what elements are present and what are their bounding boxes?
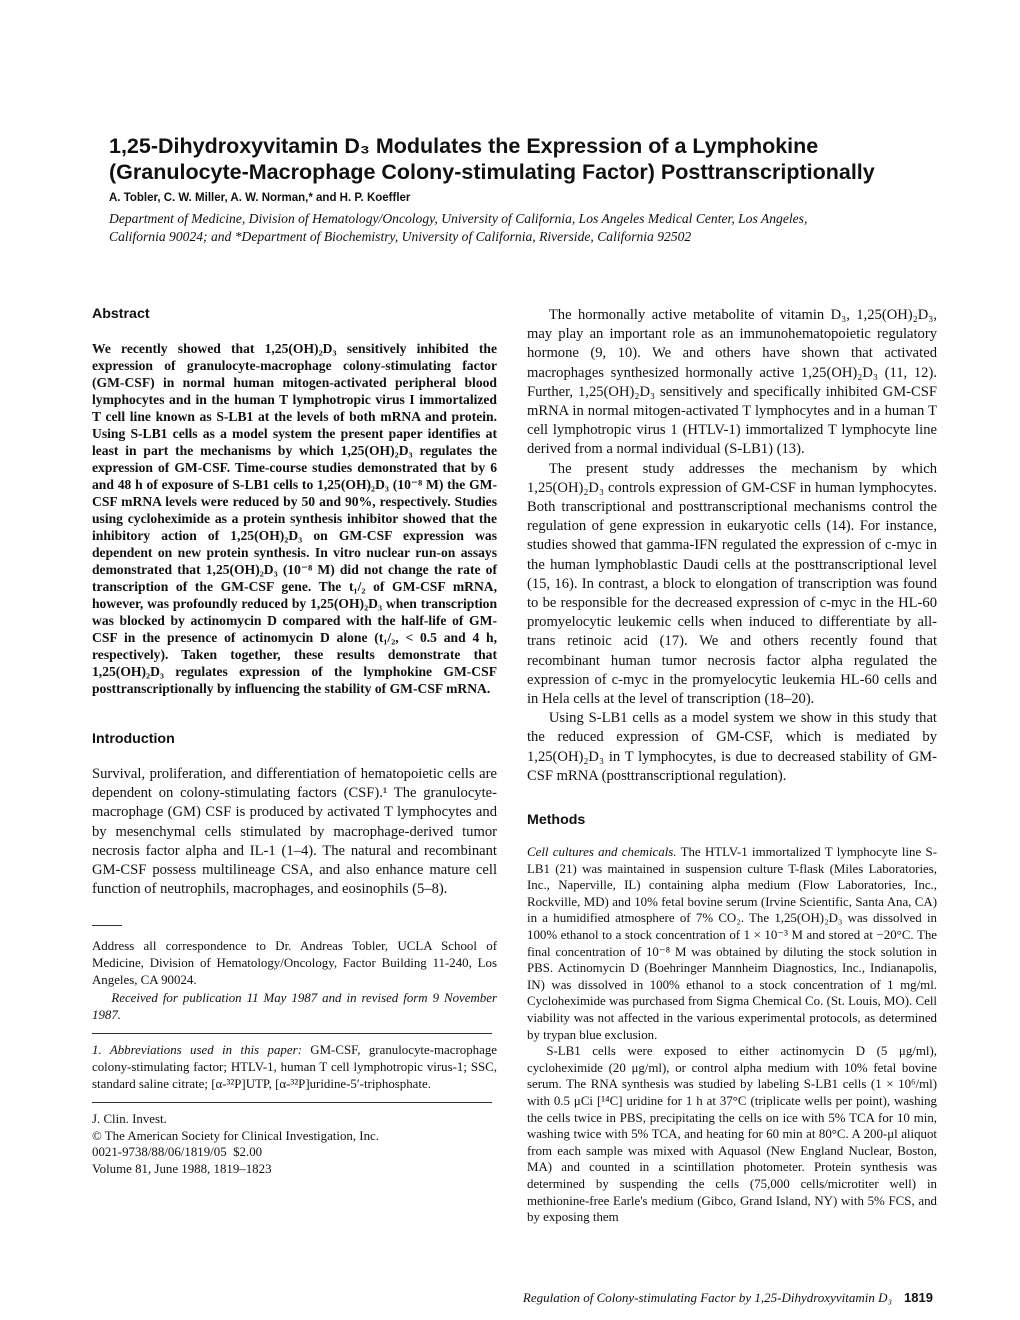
journal-name: J. Clin. Invest. — [92, 1112, 167, 1127]
footnote-rule — [92, 1033, 492, 1034]
methods-subheading: Cell cultures and chemicals. — [527, 845, 677, 860]
methods-paragraph-1 — [527, 844, 937, 1043]
abbreviations-footnote — [92, 1042, 497, 1092]
journal-info-rule — [92, 1102, 492, 1103]
footnote-rule-short — [92, 925, 122, 926]
journal-info — [92, 1111, 497, 1177]
running-footer: Regulation of Colony-stimulating Factor by 1,25-Dihydroxyvitamin D₃ — [522, 1290, 892, 1305]
introduction-heading: Introduction — [92, 731, 175, 747]
abbreviations-label: 1. Abbreviations used in this paper: — [92, 1043, 302, 1058]
affiliation — [109, 210, 939, 246]
copyright-line: © The American Society for Clinical Investigation, Inc. — [92, 1128, 379, 1143]
methods-paragraph-1-text: The HTLV-1 immortalized T lymphocyte line S-LB1 (21) was maintained in suspension culture T-flask (Miles Laboratories, Inc., Naperville, IL) containing alpha medium (Flow Laboratories, Inc., Rockville, MD) and 10% fetal bovine serum (Irvine Scientific, Santa Ana, CA) in a humidified atmosphere of 7% CO₂. The 1,25(OH)₂D₃ was dissolved in 100% ethanol to a stock concentration of 1 × 10⁻³ M and stored at −20°C. The final concentration of 10⁻⁸ M was obtained by diluting the stock solution in PBS. Actinomycin D (Boehringer Mannheim Diagnostics, Inc., Indianapolis, IN) was dissolved in 100% ethanol to a stock concentration of 1 mg/ml. Cycloheximide was purchased from Sigma Chemical Co. (St. Louis, MO). Cell viability was not affected in the various experimental protocols, as determined by trypan blue exclusion. — [527, 845, 937, 1042]
introduction-text: Survival, proliferation, and differentiation of hematopoietic cells are dependent on colony-stimulating factors (CSF).¹ The granulocyte-macrophage (GM) CSF is produced by activated T lymphocytes and by mesenchymal cells stimulated by macrophage-derived tumor necrosis factor alpha and IL-1 (1–4). The natural and recombinant GM-CSF possess multilineage CSA, and also enhance mature cell function of neutrophils, macrophages, and eosinophils (5–8). — [92, 766, 497, 898]
methods-paragraph-2: S-LB1 cells were exposed to either actinomycin D (5 μg/ml), cycloheximide (20 μg/ml), or control alpha medium with 10% fetal bovine serum. The RNA synthesis was studied by labeling S-LB1 cells (1 × 10⁶/ml) with 0.5 μCi [¹⁴C] uridine for 1 h at 37°C (triplicate wells per point), washing the cells twice in PBS, precipitating the cells on ice with 5% TCA for 10 min, washing twice with 5% TCA, and heating for 60 min at 80°C. A 200-μl aliquot from each sample was mixed with Aquasol (New England Nuclear, Boston, MA) and counted in a scintillation photometer. Protein synthesis was determined by suspending the cells (75,000 cells/microtiter well) in methionine-free Earle's medium (Gibco, Grand Island, NY) with 5% FCS, and by exposing them — [527, 1044, 937, 1225]
intro-paragraph-2: The present study addresses the mechanism by which 1,25(OH)₂D₃ controls expression of GM-CSF in human lymphocytes. Both transcriptional and posttranscriptional mechanisms control the regulation of gene expression in eukaryotic cells (14). For instance, studies showed that gamma-IFN regulated the expression of c-myc in the human lymphoblastic Daudi cells at the posttranscriptional level (15, 16). In contrast, a block to elongation of transcription was found to be responsible for the decreased expression of c-myc in the HL-60 promyelocytic leukemic cells when induced to differentiate by all-trans retinoic acid (17). We and others recently found that recombinant human tumor necrosis factor alpha regulated the expression of c-myc in the promyelocytic leukemia HL-60 cells and in Hela cells at the level of transcription (18–20). — [527, 460, 937, 708]
left-column — [92, 300, 497, 1178]
page-number: 1819 — [904, 1290, 933, 1305]
abbreviations-text: GM-CSF, granulocyte-macrophage colony-stimulating factor; HTLV-1, human T cell lymphotropic virus-1; SSC, standard saline citrate; [α-³²P]UTP, [α-³²P]uridine-5′-triphosphate. — [92, 1043, 497, 1091]
received-date: Received for publication 11 May 1987 and in revised form 9 November 1987. — [92, 991, 497, 1022]
affiliation-line-1: Department of Medicine, Division of Hematology/Oncology, University of California, Los Angeles Medical Center, Los Angeles, — [109, 211, 808, 226]
intro-paragraph-1: The hormonally active metabolite of vitamin D₃, 1,25(OH)₂D₃, may play an important role as an immunohematopoietic regulatory hormone (9, 10). We and others have shown that activated macrophages synthesized hormonally active 1,25(OH)₂D₃ (11, 12). Further, 1,25(OH)₂D₃ sensitively and specifically inhibited GM-CSF mRNA in normal mitogen-activated T lymphocytes and in a human T cell lymphotropic virus 1 (HTLV-1) immortalized T lymphocyte line derived from a normal individual (S-LB1) (13). — [527, 307, 937, 458]
title-line-1: 1,25-Dihydroxyvitamin D₃ Modulates the Expression of a Lymphokine — [109, 134, 819, 158]
methods-heading: Methods — [527, 812, 586, 829]
volume-line: Volume 81, June 1988, 1819–1823 — [92, 1161, 272, 1176]
abstract-heading: Abstract — [92, 306, 150, 322]
correspondence-address: Address all correspondence to Dr. Andreas Tobler, UCLA School of Medicine, Division of Hematology/Oncology, Factor Building 11-240, Los Angeles, CA 90024. — [92, 939, 497, 987]
right-column — [527, 300, 937, 1226]
author-list: A. Tobler, C. W. Miller, A. W. Norman,* and H. P. Koeffler — [109, 192, 411, 204]
title-line-2: (Granulocyte-Macrophage Colony-stimulating Factor) Posttranscriptionally — [109, 160, 875, 184]
article-title — [109, 133, 929, 185]
intro-paragraph-3: Using S-LB1 cells as a model system we show in this study that the reduced expression of GM-CSF, which is mediated by 1,25(OH)₂D₃ in T lymphocytes, is due to decreased stability of GM-CSF mRNA (posttranscriptional regulation). — [527, 710, 937, 784]
affiliation-line-2: California 90024; and *Department of Biochemistry, University of California, Riverside, California 92502 — [109, 229, 692, 244]
issn-line: 0021-9738/88/06/1819/05 $2.00 — [92, 1145, 263, 1160]
abstract-text: We recently showed that 1,25(OH)₂D₃ sensitively inhibited the expression of granulocyte-macrophage colony-stimulating factor (GM-CSF) in normal human mitogen-activated peripheral blood lymphocytes and in the human T lymphotropic virus I immortalized T cell line known as S-LB1 at the levels of both mRNA and protein. Using S-LB1 cells as a model system the present paper identifies at least in part the mechanisms by which 1,25(OH)₂D₃ regulates the expression of GM-CSF. Time-course studies demonstrated that by 6 and 48 h of exposure of S-LB1 cells to 1,25(OH)₂D₃ (10⁻⁸ M) the GM-CSF mRNA levels were reduced by 50 and 90%, respectively. Studies using cycloheximide as a protein synthesis inhibitor showed that the inhibitory action of 1,25(OH)₂D₃ on GM-CSF expression was dependent on new protein synthesis. In vitro nuclear run-on assays demonstrated that 1,25(OH)₂D₃ (10⁻⁸ M) did not change the rate of transcription of the GM-CSF gene. The t₁/₂ of GM-CSF mRNA, however, was profoundly reduced by 1,25(OH)₂D₃ when transcription was blocked by actinomycin D compared with the half-life of GM-CSF in the presence of actinomycin D alone (t₁/₂, < 0.5 and 4 h, respectively). Taken together, these results demonstrate that 1,25(OH)₂D₃ regulates expression of the lymphokine GM-CSF posttranscriptionally by influencing the stability of GM-CSF mRNA. — [92, 341, 497, 696]
